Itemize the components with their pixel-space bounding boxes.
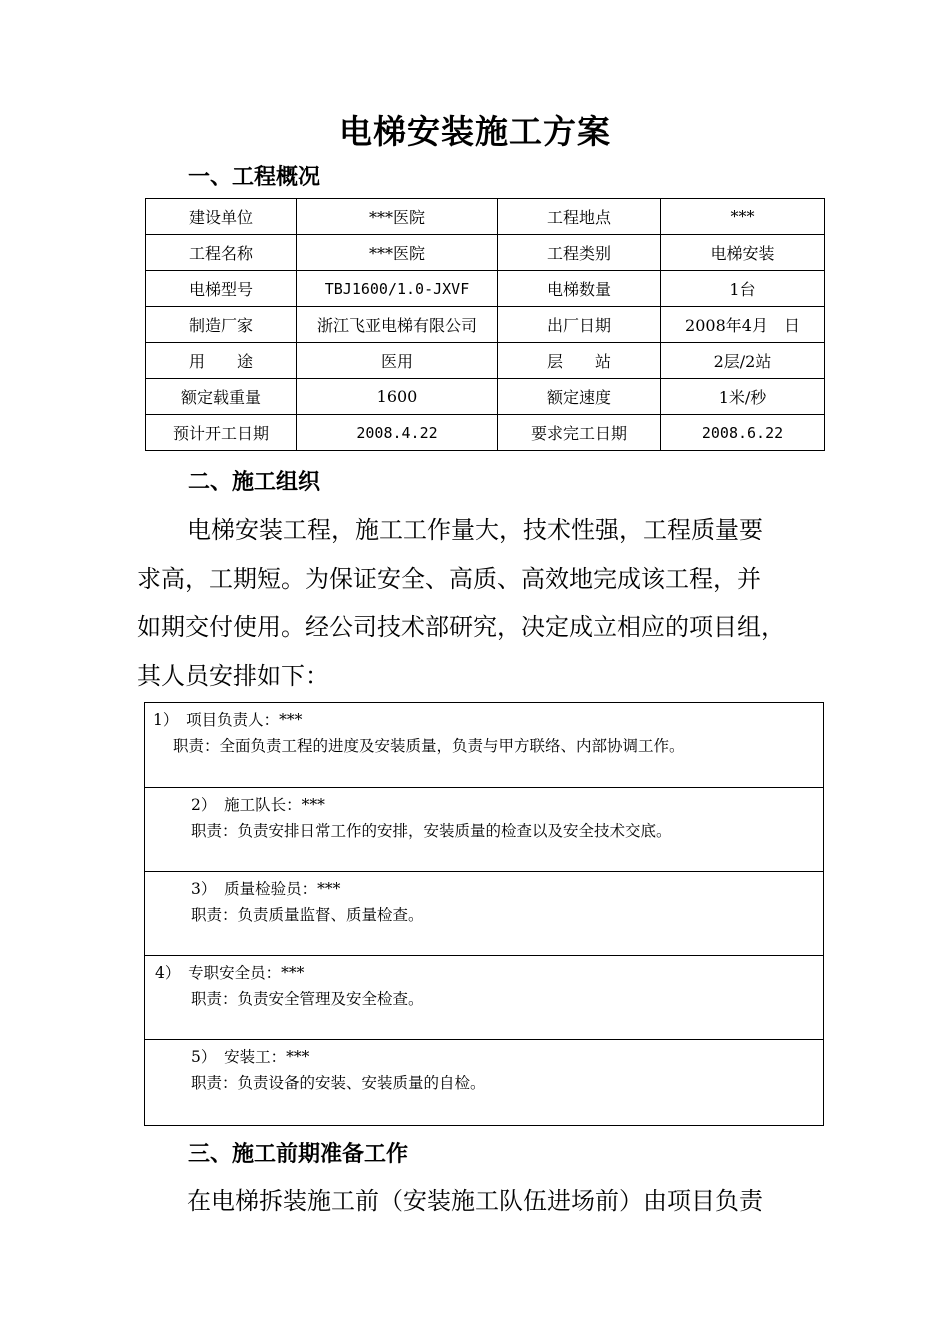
table-cell: *** xyxy=(661,199,825,235)
table-cell: 工程地点 xyxy=(498,199,661,235)
section-heading-preparation: 三、施工前期准备工作 xyxy=(188,1141,409,1167)
table-cell: 额定载重量 xyxy=(146,379,297,415)
paragraph-line: 电梯安装工程，施工工作量大，技术性强，工程质量要 xyxy=(187,516,763,544)
table-cell: 2008.6.22 xyxy=(661,415,825,451)
paragraph-line: 如期交付使用。经公司技术部研究，决定成立相应的项目组， xyxy=(137,613,785,641)
staff-duty: 职责：负责设备的安装、安装质量的自检。 xyxy=(191,1074,486,1092)
preparation-paragraph xyxy=(137,1177,837,1226)
staff-role: 4） 专职安全员：*** xyxy=(155,964,305,982)
table-row xyxy=(146,235,825,271)
table-cell: 1600 xyxy=(297,379,498,415)
table-cell: 出厂日期 xyxy=(498,307,661,343)
staff-role: 3） 质量检验员：*** xyxy=(191,880,341,898)
staff-duty: 职责：全面负责工程的进度及安装质量，负责与甲方联络、内部协调工作。 xyxy=(173,737,685,755)
section-heading-organization: 二、施工组织 xyxy=(188,469,321,495)
table-cell: 工程类别 xyxy=(498,235,661,271)
table-cell: 预计开工日期 xyxy=(146,415,297,451)
table-cell: 电梯安装 xyxy=(661,235,825,271)
staff-entry xyxy=(145,1039,823,1125)
table-cell: 建设单位 xyxy=(146,199,297,235)
table-row xyxy=(146,379,825,415)
table-cell: 层 站 xyxy=(498,343,661,379)
staff-table xyxy=(144,702,824,1126)
table-cell: ***医院 xyxy=(297,199,498,235)
table-cell: 工程名称 xyxy=(146,235,297,271)
staff-role: 5） 安装工：*** xyxy=(191,1048,310,1066)
table-row xyxy=(146,271,825,307)
table-cell: 要求完工日期 xyxy=(498,415,661,451)
document-title: 电梯安装施工方案 xyxy=(339,112,611,151)
table-cell: ***医院 xyxy=(297,235,498,271)
staff-duty: 职责：负责质量监督、质量检查。 xyxy=(191,906,424,924)
paragraph-line: 在电梯拆装施工前（安装施工队伍进场前）由项目负责 xyxy=(187,1187,763,1215)
table-row xyxy=(146,199,825,235)
project-info-table xyxy=(145,198,825,451)
table-row xyxy=(146,343,825,379)
table-row xyxy=(146,307,825,343)
staff-entry xyxy=(145,787,823,871)
table-cell: 1台 xyxy=(661,271,825,307)
table-cell: 1米/秒 xyxy=(661,379,825,415)
table-cell: 2008年4月 日 xyxy=(661,307,825,343)
table-cell: 医用 xyxy=(297,343,498,379)
staff-duty: 职责：负责安排日常工作的安排，安装质量的检查以及安全技术交底。 xyxy=(191,822,672,840)
table-row xyxy=(146,415,825,451)
table-cell: 2层/2站 xyxy=(661,343,825,379)
table-cell: 电梯数量 xyxy=(498,271,661,307)
section-heading-overview: 一、工程概况 xyxy=(188,164,321,190)
table-cell: 电梯型号 xyxy=(146,271,297,307)
table-cell: 用 途 xyxy=(146,343,297,379)
paragraph-line: 求高，工期短。为保证安全、高质、高效地完成该工程，并 xyxy=(137,564,761,593)
table-cell: 额定速度 xyxy=(498,379,661,415)
staff-entry xyxy=(145,703,823,787)
table-cell: 2008.4.22 xyxy=(297,415,498,451)
staff-entry xyxy=(145,871,823,955)
table-cell: 制造厂家 xyxy=(146,307,297,343)
staff-role: 1） 项目负责人：*** xyxy=(153,711,303,729)
staff-duty: 职责：负责安全管理及安全检查。 xyxy=(191,990,424,1008)
table-cell: 浙江飞亚电梯有限公司 xyxy=(297,307,498,343)
organization-paragraph xyxy=(137,506,837,700)
staff-entry xyxy=(145,955,823,1039)
table-cell: TBJ1600/1.0-JXVF xyxy=(297,271,498,307)
staff-role: 2） 施工队长：*** xyxy=(191,796,325,814)
paragraph-line: 其人员安排如下： xyxy=(137,661,329,690)
